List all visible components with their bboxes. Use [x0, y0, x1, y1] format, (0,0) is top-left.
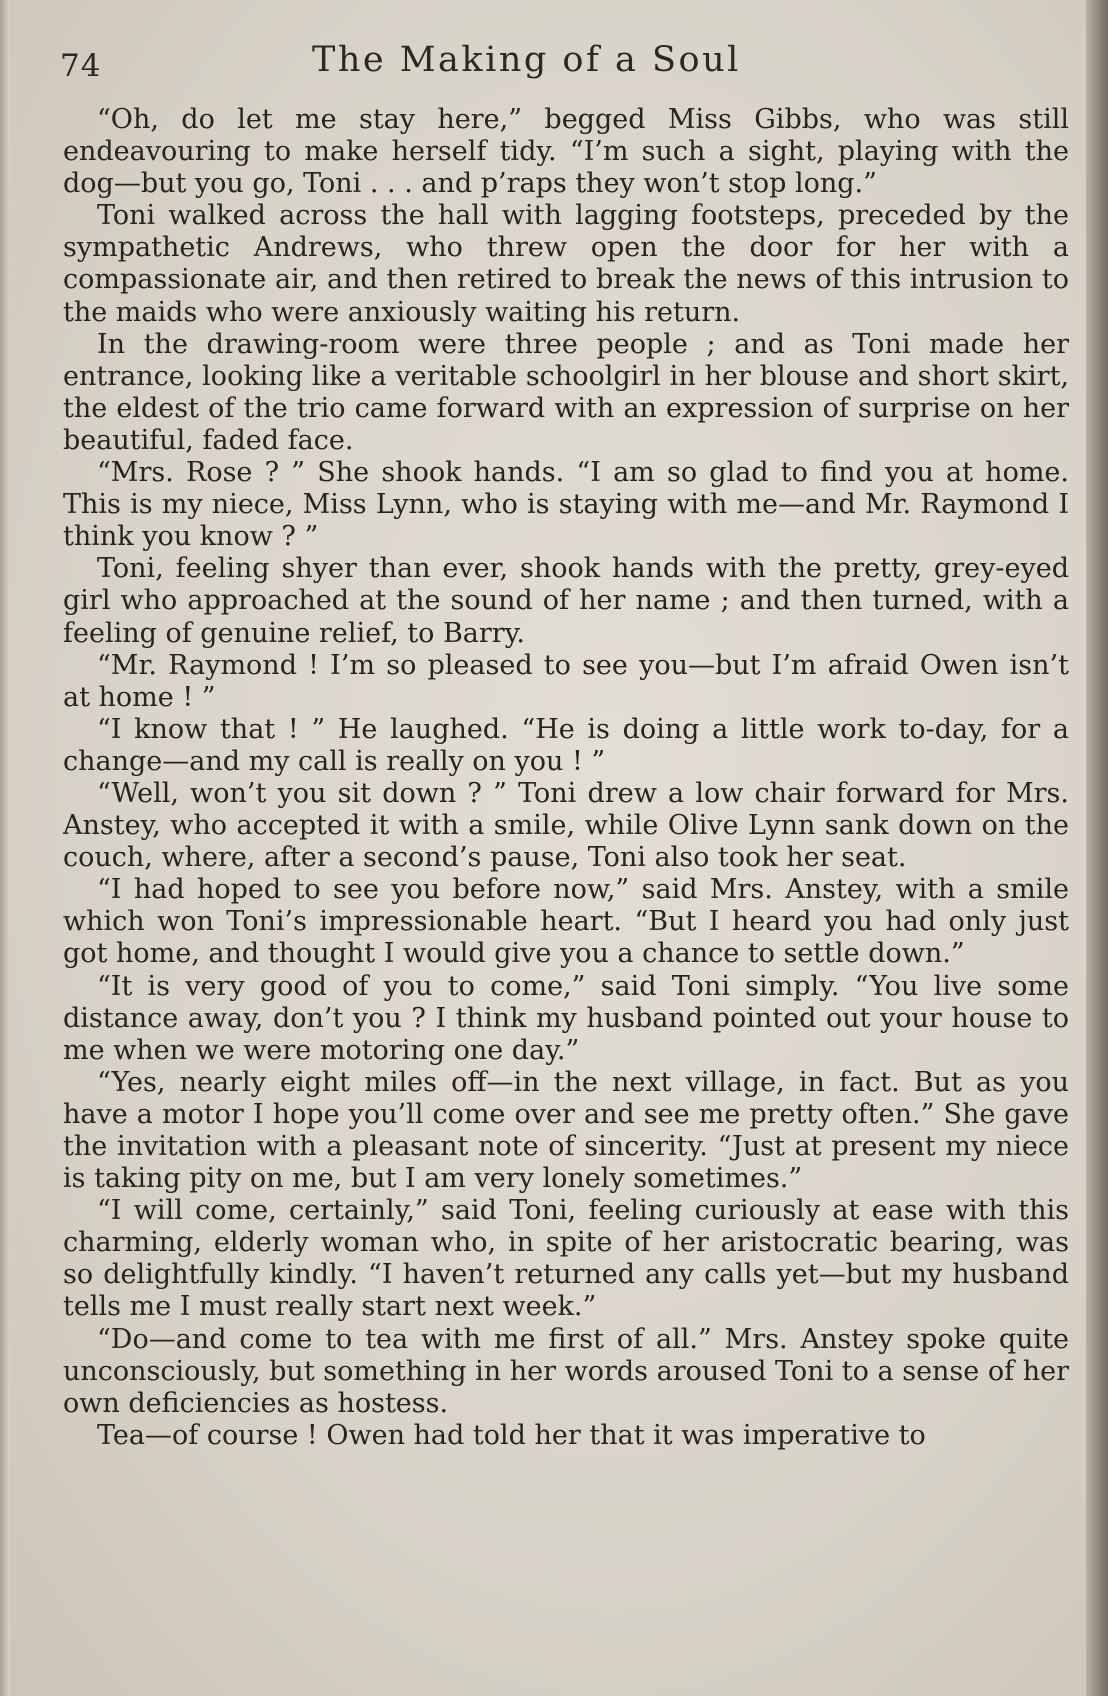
- page-header: [60, 40, 1050, 90]
- paragraph: Tea—of course ! Owen had told her that it was imperative to: [97, 1419, 926, 1451]
- paragraph: Toni, feeling shyer than ever, shook hands with the pretty, grey-eyed girl who approached at the sound of her name ; and then turned, with a feeling of genuine relief, to Barry.: [63, 553, 1069, 649]
- paragraph: “Oh, do let me stay here,” begged Miss Gibbs, who was still endeavouring to make herself tidy. “I’m such a sight, playing with the dog—but you go, Toni . . . and p’raps they won’t stop long.”: [63, 104, 1069, 200]
- paragraph: “Yes, nearly eight miles off—in the next village, in fact. But as you have a motor I hope you’ll come over and see me pretty often.” She gave the invitation with a pleasant note of sincerity. “Just at present my niece is taking pity on me, but I am very lonely sometimes.”: [63, 1066, 1069, 1195]
- paragraph: Toni walked across the hall with lagging footsteps, preceded by the sympathetic Andrews, who threw open the door for her with a compassionate air, and then retired to break the news of this intrusion to the maids who were anxiously waiting his return.: [63, 200, 1069, 328]
- body-text: [63, 104, 1069, 1452]
- page-left-edge: [0, 0, 10, 1696]
- page-number: 74: [60, 48, 102, 84]
- paragraph: “Do—and come to tea with me first of all.” Mrs. Anstey spoke quite unconsciously, but something in her words aroused Toni to a sense of her own deficiencies as hostess.: [63, 1323, 1069, 1419]
- paragraph: “Mrs. Rose ? ” She shook hands. “I am so glad to find you at home. This is my niece, Miss Lynn, who is staying with me—and Mr. Raymond I think you know ? ”: [63, 457, 1069, 553]
- paragraph: “It is very good of you to come,” said Toni simply. “You live some distance away, don’t you ? I think my husband pointed out your house to me when we were motoring one day.”: [63, 970, 1069, 1066]
- paragraph: “Mr. Raymond ! I’m so pleased to see you—but I’m afraid Owen isn’t at home ! ”: [63, 649, 1069, 713]
- running-title: The Making of a Soul: [312, 40, 741, 80]
- paragraph: In the drawing-room were three people ; and as Toni made her entrance, looking like a veritable schoolgirl in her blouse and short skirt, the eldest of the trio came forward with an expression of surprise on her beautiful, faded face.: [63, 328, 1069, 456]
- paragraph: “I know that ! ” He laughed. “He is doing a little work to-day, for a change—and my call is really on you ! ”: [63, 713, 1069, 777]
- paragraph: “Well, won’t you sit down ? ” Toni drew a low chair forward for Mrs. Anstey, who accepted it with a smile, while Olive Lynn sank down on the couch, where, after a second’s pause, Toni also took her seat.: [63, 777, 1069, 874]
- paragraph: “I had hoped to see you before now,” said Mrs. Anstey, with a smile which won Toni’s impressionable heart. “But I heard you had only just got home, and thought I would give you a chance to settle down.”: [63, 874, 1069, 970]
- paragraph: “I will come, certainly,” said Toni, feeling curiously at ease with this charming, elderly woman who, in spite of her aristocratic bearing, was so delightfully kindly. “I haven’t returned any calls yet—but my husband tells me I must really start next week.”: [63, 1195, 1069, 1323]
- page-right-edge: [1086, 0, 1108, 1696]
